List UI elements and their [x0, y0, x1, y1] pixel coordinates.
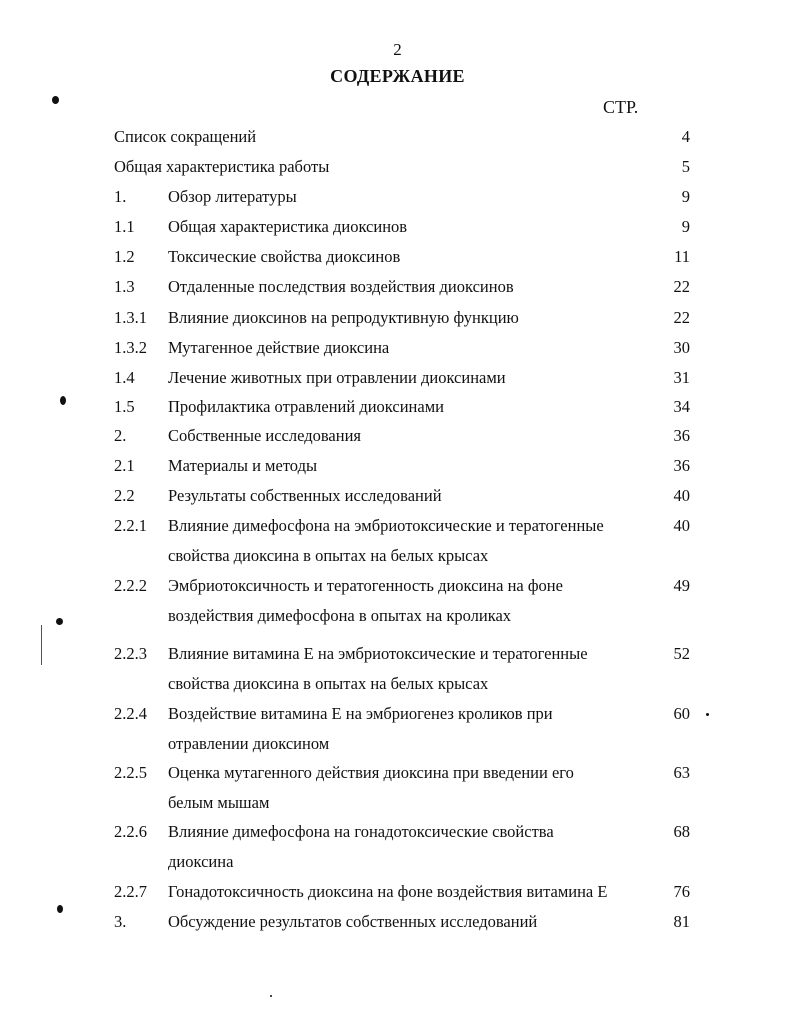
toc-entry-title: свойства диоксина в опытах на белых крысах [168, 546, 489, 565]
scan-speck [57, 905, 63, 913]
toc-entry-title: Воздействие витамина Е на эмбриогенез кроликов при [168, 704, 553, 723]
toc-entry-page: 60 [673, 704, 690, 723]
page-number: 2 [393, 40, 402, 59]
toc-entry [0, 333, 795, 363]
toc-entry [0, 571, 795, 631]
toc-entry-page: 40 [673, 486, 690, 505]
scan-speck [52, 96, 59, 104]
toc-entry-number: 1. [114, 187, 127, 206]
toc-entry-number: 2.2.2 [114, 576, 147, 595]
toc-entry-number: 1.1 [114, 217, 135, 236]
toc-entry-title: Профилактика отравлений диоксинами [168, 397, 444, 416]
toc-entry-title: отравлении диоксином [168, 734, 330, 753]
toc-entry [0, 122, 795, 152]
toc-entry-page: 52 [673, 644, 690, 663]
toc-entry-page: 76 [673, 882, 690, 901]
toc-entry-page: 9 [681, 187, 690, 206]
toc-entry-number: 2.2.6 [114, 822, 147, 841]
toc-entry [0, 639, 795, 699]
toc-entry-page: 31 [673, 368, 690, 387]
toc-entry-number: 1.3 [114, 277, 135, 296]
toc-entry-number: 2.2 [114, 486, 135, 505]
toc-entry [0, 392, 795, 422]
toc-entry [0, 152, 795, 182]
toc-entry-title: Обзор литературы [168, 187, 297, 206]
toc-entry-page: 40 [673, 516, 690, 535]
toc-entry-page: 9 [681, 217, 690, 236]
toc-entry-title: Влияние димефосфона на гонадотоксические свойства [168, 822, 554, 841]
toc-entry-page: 4 [681, 127, 690, 146]
toc-entry-number: 1.3.2 [114, 338, 147, 357]
toc-entry [0, 817, 795, 877]
scan-speck [270, 995, 272, 997]
toc-entry-number: 1.5 [114, 397, 135, 416]
toc-entry-title: Мутагенное действие диоксина [168, 338, 390, 357]
toc-entry-page: 30 [673, 338, 690, 357]
toc-entry-page: 49 [673, 576, 690, 595]
toc-entry-page: 11 [674, 247, 690, 266]
toc-entry-page: 68 [673, 822, 690, 841]
toc-entry-number: 2.2.4 [114, 704, 147, 723]
toc-entry-title: Отдаленные последствия воздействия диоксинов [168, 277, 514, 296]
toc-entry [0, 272, 795, 302]
toc-entry-title: Лечение животных при отравлении диоксинами [168, 368, 506, 387]
scan-speck [60, 396, 66, 405]
toc-entry-number: 3. [114, 912, 127, 931]
toc-entry [0, 212, 795, 242]
toc-entry-title: Гонадотоксичность диоксина на фоне воздействия витамина Е [168, 882, 608, 901]
toc-entry-title: белым мышам [168, 793, 270, 812]
toc-entry-number: 1.2 [114, 247, 135, 266]
toc-entry-number: 2.2.5 [114, 763, 147, 782]
toc-entry [0, 481, 795, 511]
page-column-label: СТР. [603, 97, 639, 117]
toc-entry-number: 2.2.7 [114, 882, 147, 901]
toc-entry-number: 2.2.1 [114, 516, 147, 535]
toc-entry-title: Список сокращений [114, 127, 257, 146]
toc-entry-page: 36 [673, 426, 690, 445]
toc-entry-page: 22 [673, 277, 690, 296]
toc-entry-number: 2.2.3 [114, 644, 147, 663]
toc-entry-number: 2.1 [114, 456, 135, 475]
toc-entry-title: Обсуждение результатов собственных исследований [168, 912, 538, 931]
toc-entry-page: 63 [673, 763, 690, 782]
toc-entry [0, 363, 795, 393]
toc-entry-number: 2. [114, 426, 127, 445]
toc-entry-title: Результаты собственных исследований [168, 486, 442, 505]
toc-entry-page: 36 [673, 456, 690, 475]
toc-entry-title: диоксина [168, 852, 234, 871]
toc-entry-number: 1.3.1 [114, 308, 147, 327]
toc-entry-title: Влияние витамина Е на эмбриотоксические и тератогенные [168, 644, 588, 663]
toc-entry [0, 758, 795, 818]
scan-speck [56, 618, 63, 625]
toc-entry-title: Общая характеристика работы [114, 157, 330, 176]
toc-entry [0, 303, 795, 333]
toc-entry-title: Общая характеристика диоксинов [168, 217, 408, 236]
toc-entry [0, 699, 795, 759]
toc-entry [0, 511, 795, 571]
toc-entry-title: Токсические свойства диоксинов [168, 247, 401, 266]
toc-entry [0, 451, 795, 481]
toc-entry [0, 421, 795, 451]
scan-speck [706, 713, 709, 716]
page-title: СОДЕРЖАНИЕ [330, 66, 465, 86]
toc-entry-page: 22 [673, 308, 690, 327]
toc-entry-title: Эмбриотоксичность и тератогенность диоксина на фоне [168, 576, 563, 595]
toc-entry [0, 242, 795, 272]
toc-entry [0, 182, 795, 212]
toc-entry [0, 877, 795, 907]
toc-entry-title: Влияние димефосфона на эмбриотоксические и тератогенные [168, 516, 604, 535]
toc-entry-title: Материалы и методы [168, 456, 318, 475]
toc-entry-page: 5 [681, 157, 690, 176]
toc-entry-page: 81 [673, 912, 690, 931]
toc-entry-title: Влияние диоксинов на репродуктивную функцию [168, 308, 519, 327]
scan-line [41, 625, 42, 665]
toc-entry-page: 34 [673, 397, 690, 416]
toc-entry-title: Собственные исследования [168, 426, 362, 445]
toc-entry-number: 1.4 [114, 368, 135, 387]
toc-entry-title: Оценка мутагенного действия диоксина при введении его [168, 763, 574, 782]
toc-entry-title: воздействия димефосфона в опытах на кроликах [168, 606, 512, 625]
toc-entry-title: свойства диоксина в опытах на белых крысах [168, 674, 489, 693]
toc-entry [0, 907, 795, 937]
